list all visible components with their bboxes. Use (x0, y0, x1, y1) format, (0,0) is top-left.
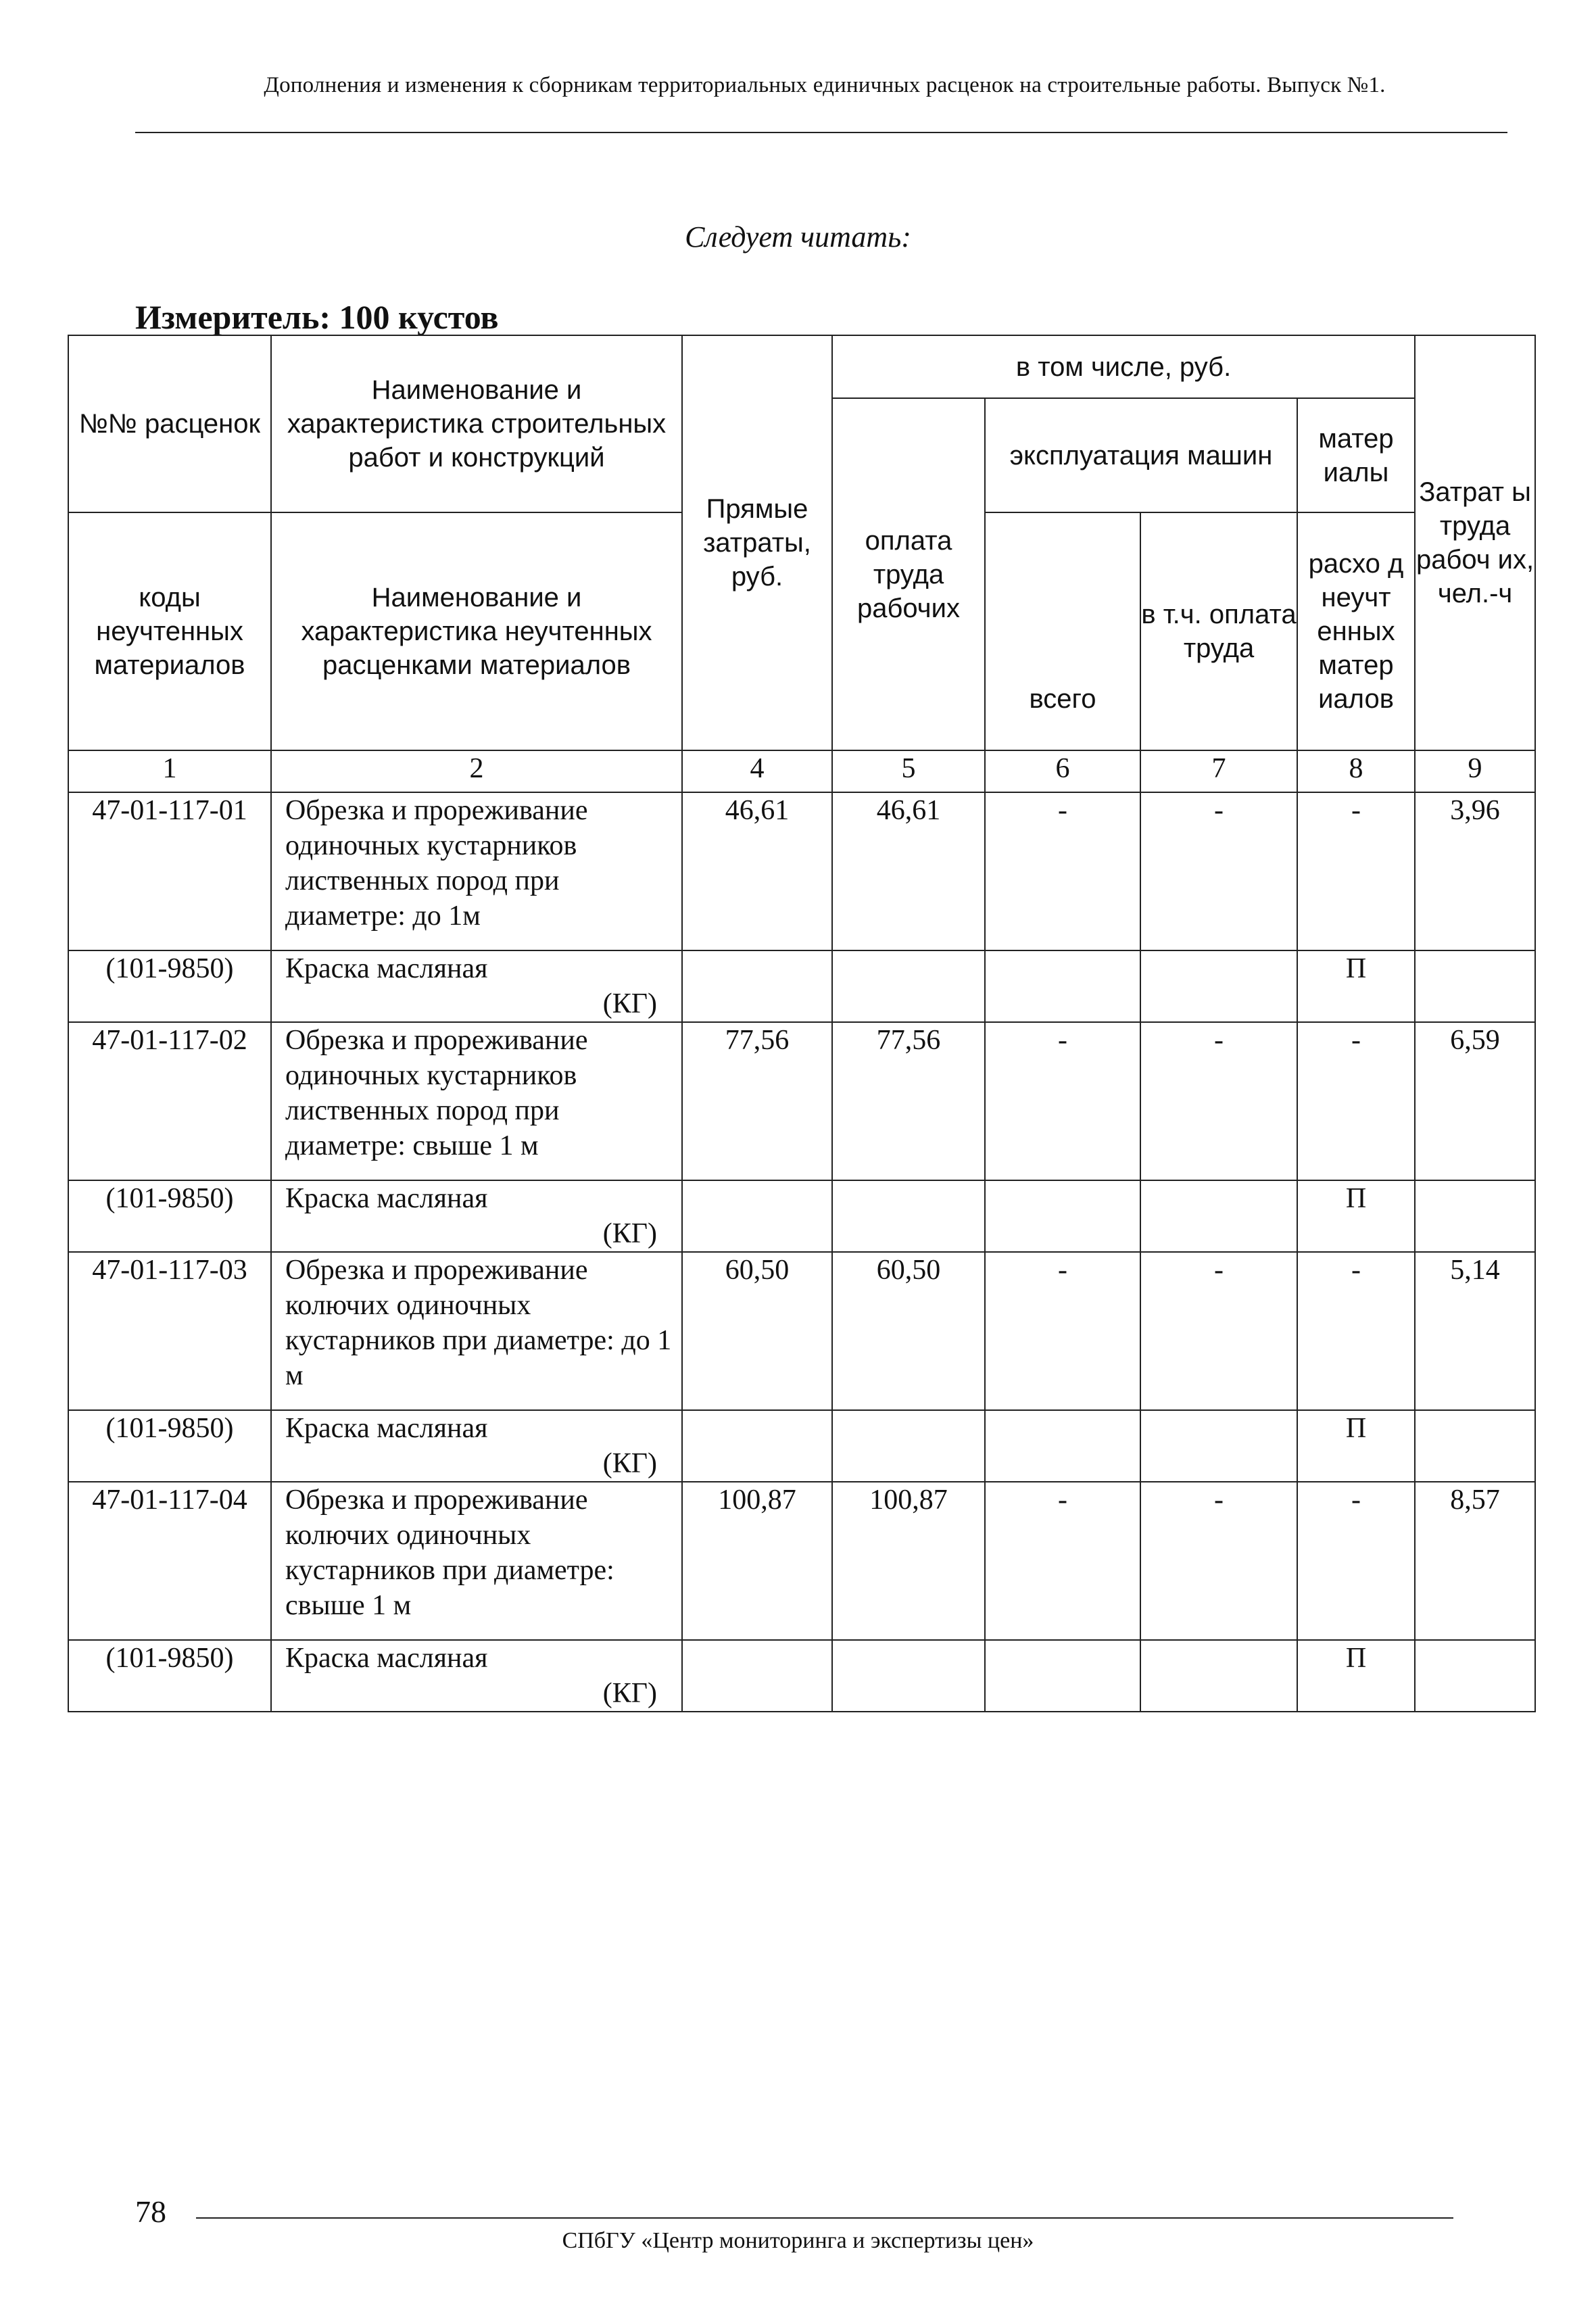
empty-cell (1140, 1180, 1297, 1252)
machines-total: - (985, 792, 1140, 950)
empty-cell (1415, 950, 1535, 1022)
empty-cell (1415, 1180, 1535, 1252)
machines-total: - (985, 1022, 1140, 1180)
machines-labor: - (1140, 792, 1297, 950)
header-labor-pay: оплата труда рабочих (832, 398, 985, 750)
col-number: 5 (832, 750, 985, 792)
rate-name: Обрезка и прореживание колючих одиночных кустарников при диаметре: свыше 1 м (271, 1482, 682, 1640)
material-name-cell (271, 1410, 682, 1482)
empty-cell (1140, 950, 1297, 1022)
header-name: Наименование и характеристика строительных работ и конструкций (271, 335, 682, 512)
rates-table (68, 335, 1536, 1712)
empty-cell (682, 1410, 832, 1482)
empty-cell (1415, 1410, 1535, 1482)
page-header: Дополнения и изменения к сборникам территориальных единичных расценок на строительные работы. Выпуск №1. (264, 73, 1386, 97)
material-row (68, 950, 1535, 1022)
table-row (68, 1252, 1535, 1410)
material-row (68, 1640, 1535, 1712)
col-number: 2 (271, 750, 682, 792)
machines-total: - (985, 1252, 1140, 1410)
empty-cell (832, 1180, 985, 1252)
materials: - (1297, 1022, 1415, 1180)
machines-labor: - (1140, 1252, 1297, 1410)
direct-cost: 60,50 (682, 1252, 832, 1410)
material-usage: П (1297, 950, 1415, 1022)
measure-unit: Измеритель: 100 кустов (135, 298, 499, 336)
rate-code: 47-01-117-01 (68, 792, 271, 950)
empty-cell (1140, 1640, 1297, 1712)
header-mat-name: Наименование и характеристика неучтенных расценками материалов (271, 512, 682, 750)
machines-labor: - (1140, 1482, 1297, 1640)
header-incl: в том числе, руб. (832, 335, 1415, 398)
header-machines-total: всего (985, 512, 1140, 750)
material-name: Краска масляная (285, 1643, 488, 1674)
col-number: 8 (1297, 750, 1415, 792)
material-code: (101-9850) (68, 950, 271, 1022)
table-row (68, 1482, 1535, 1640)
footer-rule (196, 2217, 1453, 2219)
header-materials-usage: расхо д неучт енных матер иалов (1297, 512, 1415, 750)
header-direct: Прямые затраты, руб. (682, 335, 832, 750)
labor-pay: 77,56 (832, 1022, 985, 1180)
materials: - (1297, 1482, 1415, 1640)
labor-pay: 60,50 (832, 1252, 985, 1410)
header-labor-cost: Затрат ы труда рабоч их, чел.-ч (1415, 335, 1535, 750)
material-row (68, 1410, 1535, 1482)
empty-cell (832, 1410, 985, 1482)
col-number: 7 (1140, 750, 1297, 792)
material-usage: П (1297, 1410, 1415, 1482)
header-codes: коды неучтенных материалов (68, 512, 271, 750)
material-unit: (КГ) (602, 1218, 657, 1249)
labor-pay: 46,61 (832, 792, 985, 950)
machines-total: - (985, 1482, 1140, 1640)
material-unit: (КГ) (602, 988, 657, 1019)
material-usage: П (1297, 1180, 1415, 1252)
labor-cost: 5,14 (1415, 1252, 1535, 1410)
col-number: 9 (1415, 750, 1535, 792)
material-usage: П (1297, 1640, 1415, 1712)
col-number: 1 (68, 750, 271, 792)
empty-cell (832, 1640, 985, 1712)
header-rule (135, 132, 1507, 133)
footer-organization: СПбГУ «Центр мониторинга и экспертизы цен» (562, 2228, 1034, 2253)
material-code: (101-9850) (68, 1640, 271, 1712)
labor-cost: 6,59 (1415, 1022, 1535, 1180)
machines-labor: - (1140, 1022, 1297, 1180)
table-row (68, 792, 1535, 950)
rate-name: Обрезка и прореживание одиночных кустарников лиственных пород при диаметре: до 1м (271, 792, 682, 950)
labor-cost: 8,57 (1415, 1482, 1535, 1640)
rate-code: 47-01-117-04 (68, 1482, 271, 1640)
empty-cell (985, 1640, 1140, 1712)
empty-cell (1140, 1410, 1297, 1482)
empty-cell (985, 950, 1140, 1022)
material-row (68, 1180, 1535, 1252)
material-code: (101-9850) (68, 1410, 271, 1482)
material-name: Краска масляная (285, 1183, 488, 1214)
empty-cell (985, 1180, 1140, 1252)
col-number: 6 (985, 750, 1140, 792)
empty-cell (682, 1640, 832, 1712)
material-unit: (КГ) (602, 1678, 657, 1709)
header-machines: эксплуатация машин (985, 398, 1297, 512)
material-name: Краска масляная (285, 1413, 488, 1444)
material-name-cell (271, 1640, 682, 1712)
materials: - (1297, 1252, 1415, 1410)
rate-code: 47-01-117-03 (68, 1252, 271, 1410)
rate-name: Обрезка и прореживание колючих одиночных кустарников при диаметре: до 1 м (271, 1252, 682, 1410)
rate-code: 47-01-117-02 (68, 1022, 271, 1180)
col-number: 4 (682, 750, 832, 792)
direct-cost: 77,56 (682, 1022, 832, 1180)
empty-cell (832, 950, 985, 1022)
material-code: (101-9850) (68, 1180, 271, 1252)
column-numbers-row (68, 750, 1535, 792)
material-name-cell (271, 950, 682, 1022)
subtitle: Следует читать: (685, 220, 911, 254)
material-name-cell (271, 1180, 682, 1252)
empty-cell (1415, 1640, 1535, 1712)
materials: - (1297, 792, 1415, 950)
material-unit: (КГ) (602, 1448, 657, 1479)
direct-cost: 100,87 (682, 1482, 832, 1640)
table-row (68, 1022, 1535, 1180)
labor-pay: 100,87 (832, 1482, 985, 1640)
labor-cost: 3,96 (1415, 792, 1535, 950)
header-machines-labor: в т.ч. оплата труда (1140, 512, 1297, 750)
rate-name: Обрезка и прореживание одиночных кустарников лиственных пород при диаметре: свыше 1 м (271, 1022, 682, 1180)
direct-cost: 46,61 (682, 792, 832, 950)
header-rate-no: №№ расценок (68, 335, 271, 512)
material-name: Краска масляная (285, 953, 488, 984)
header-materials: матер иалы (1297, 398, 1415, 512)
page-number: 78 (135, 2194, 166, 2229)
empty-cell (682, 1180, 832, 1252)
empty-cell (682, 950, 832, 1022)
empty-cell (985, 1410, 1140, 1482)
